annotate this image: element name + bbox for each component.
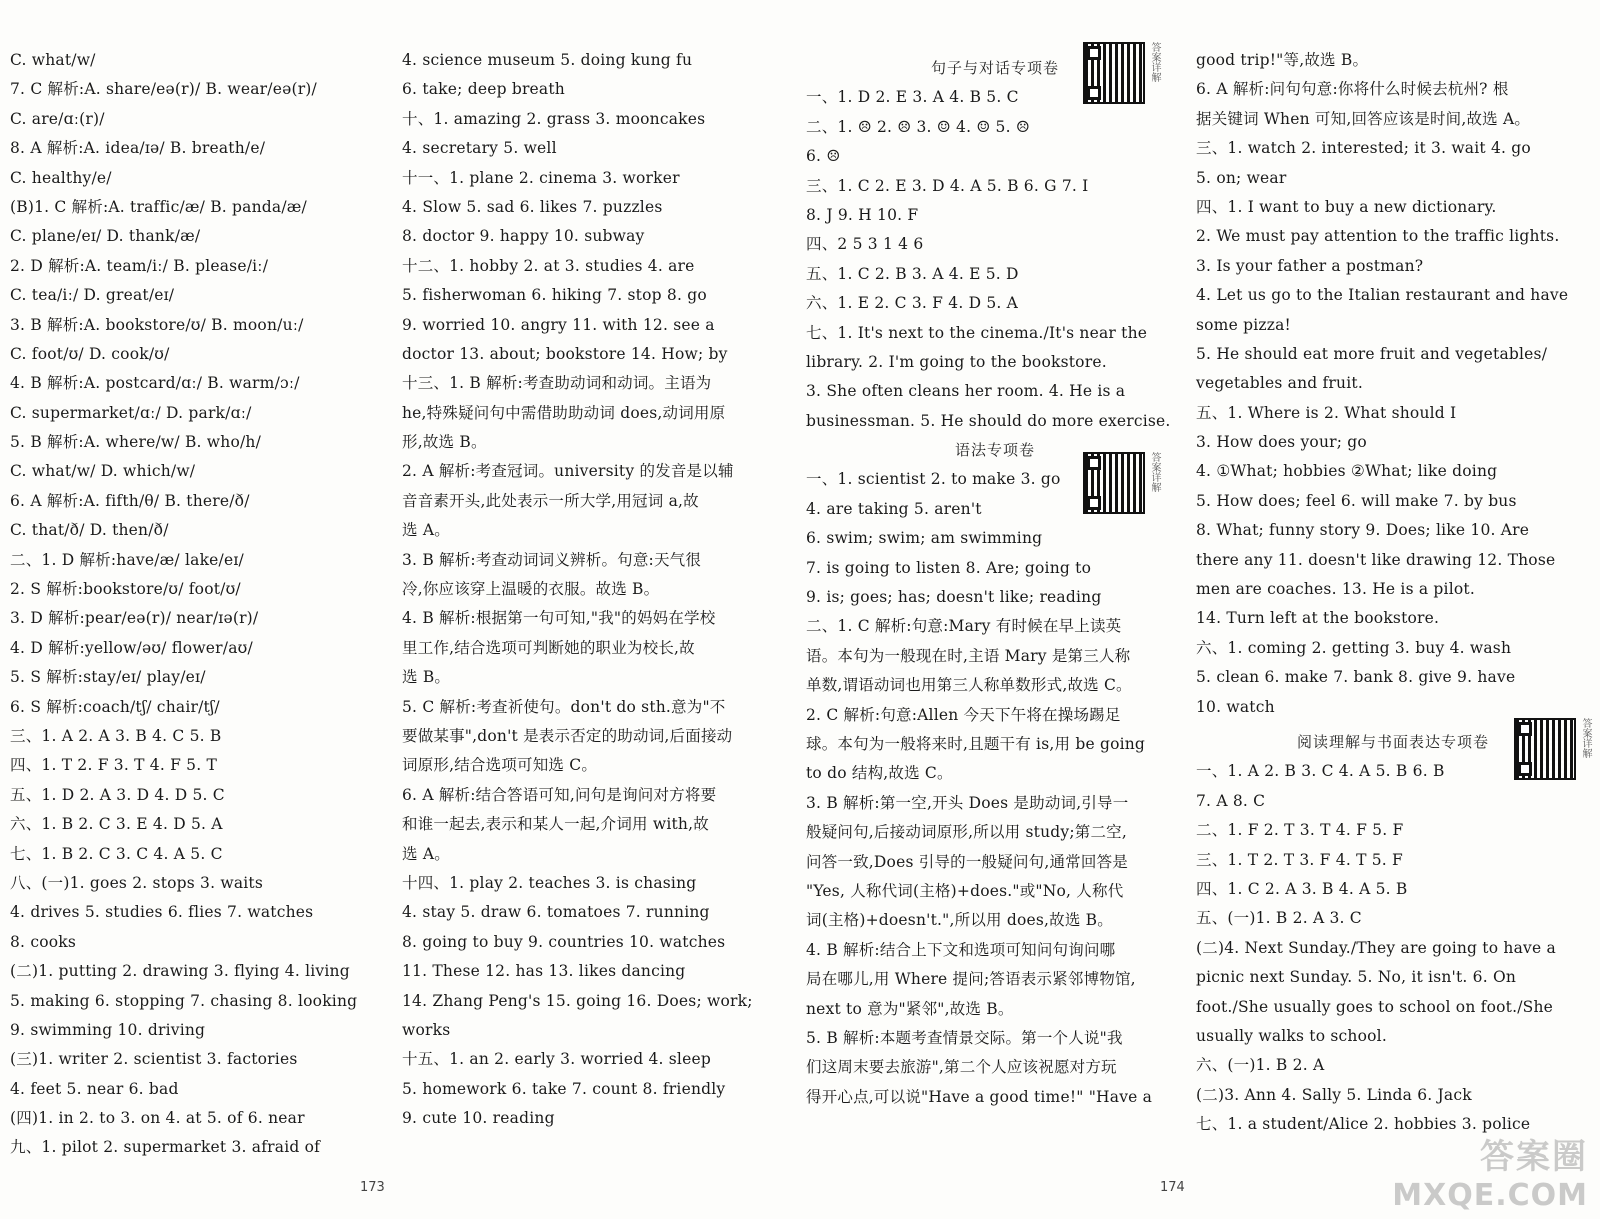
answer-line: usually walks to school. — [1196, 1026, 1387, 1045]
answer-line: 11. These 12. has 13. likes dancing — [402, 962, 686, 981]
answer-line: 9. is; goes; has; doesn't like; reading — [806, 588, 1102, 607]
qr-caption: 答案详解 — [1580, 718, 1591, 758]
answer-line: 十三、1. B 解析:考查助动词和动词。主语为 — [402, 374, 712, 393]
answer-line: library. 2. I'm going to the bookstore. — [806, 352, 1107, 371]
answer-line: (B)1. C 解析:A. traffic/æ/ B. panda/æ/ — [10, 197, 307, 216]
answer-line: 2. A 解析:考查冠词。university 的发音是以辅 — [402, 462, 734, 481]
answer-line: 5. S 解析:stay/eɪ/ play/eɪ/ — [10, 668, 206, 687]
answer-line: 三、1. C 2. E 3. D 4. A 5. B 6. G 7. I — [806, 176, 1089, 195]
answer-line: 5. on; wear — [1196, 168, 1287, 187]
answer-line: 5. making 6. stopping 7. chasing 8. looking — [10, 991, 358, 1010]
answer-line: 4. feet 5. near 6. bad — [10, 1079, 179, 1098]
answer-line: 选 A。 — [402, 521, 450, 540]
answer-line: 14. Zhang Peng's 15. going 16. Does; work; — [402, 991, 753, 1010]
section-title-grammar: 语法专项卷 — [954, 441, 1035, 460]
answer-line: 十五、1. an 2. early 3. worried 4. sleep — [402, 1050, 711, 1069]
answer-line: 3. Is your father a postman? — [1196, 256, 1424, 275]
answer-line: there any 11. doesn't like drawing 12. Those — [1196, 550, 1556, 569]
answer-line: 形,故选 B。 — [402, 433, 487, 452]
answer-line: 八、(一)1. goes 2. stops 3. waits — [10, 873, 264, 892]
watermark-text: 答案圈 — [1480, 1137, 1588, 1177]
section-title-reading-writing: 阅读理解与书面表达专项卷 — [1296, 732, 1489, 751]
answer-line: 球。本句为一般将来时,且题干有 is,用 be going — [806, 734, 1146, 753]
answer-line: 7. C 解析:A. share/eə(r)/ B. wear/eə(r)/ — [10, 80, 317, 99]
answer-line: 8. J 9. H 10. F — [806, 205, 919, 224]
answer-line: 4. B 解析:A. postcard/ɑː/ B. warm/ɔː/ — [10, 374, 300, 393]
answer-line: (二)1. putting 2. drawing 3. flying 4. living — [10, 962, 350, 981]
qr-code-icon — [1083, 452, 1145, 514]
answer-line: men are coaches. 13. He is a pilot. — [1196, 580, 1475, 599]
answer-line: 4. science museum 5. doing kung fu — [402, 51, 693, 69]
answer-line: 2. We must pay attention to the traffic lights. — [1196, 227, 1560, 246]
answer-line: C. are/ɑː(r)/ — [10, 109, 105, 128]
answer-line: 音音素开头,此处表示一所大学,用冠词 a,故 — [402, 491, 699, 510]
qr-caption: 答案详解 — [1149, 42, 1160, 82]
answer-line: 5. homework 6. take 7. count 8. friendly — [402, 1079, 726, 1098]
answer-line: 般疑问句,后接动词原形,所以用 study;第二空, — [806, 823, 1127, 842]
answer-line: 和谁一起去,表示和某人一起,介词用 with,故 — [402, 815, 709, 834]
answer-line: 3. B 解析:考查动词词义辨析。句意:天气很 — [402, 550, 702, 569]
section-title-sentences-dialogues: 句子与对话专项卷 — [930, 59, 1059, 77]
answer-line: 4. are taking 5. aren't — [806, 499, 982, 518]
answer-line: businessman. 5. He should do more exercise. — [806, 411, 1171, 430]
qr-caption: 答案详解 — [1149, 452, 1160, 492]
answer-line: (二)4. Next Sunday./They are going to have a — [1196, 938, 1556, 957]
answer-line: 3. B 解析:A. bookstore/ʊ/ B. moon/uː/ — [10, 315, 304, 334]
answer-line: 5. B 解析:A. where/w/ B. who/h/ — [10, 433, 261, 452]
answer-line: 5. How does; feel 6. will make 7. by bus — [1196, 491, 1517, 510]
answer-line: (四)1. in 2. to 3. on 4. at 5. of 6. near — [10, 1109, 305, 1128]
answer-line: to do 结构,故选 C。 — [806, 764, 953, 783]
qr-code-icon — [1083, 42, 1145, 104]
answer-line: 8. doctor 9. happy 10. subway — [402, 227, 645, 246]
answer-line: 二、1. ☹ 2. ☹ 3. ☺ 4. ☺ 5. ☹ — [806, 117, 1030, 136]
answer-line: 六、1. B 2. C 3. E 4. D 5. A — [10, 815, 223, 834]
answer-line: 三、1. watch 2. interested; it 3. wait 4. go — [1196, 139, 1531, 158]
answer-line: 4. Let us go to the Italian restaurant and have — [1196, 286, 1569, 305]
answer-line: 4. drives 5. studies 6. flies 7. watches — [10, 903, 314, 922]
answer-column-3 — [806, 46, 1184, 1112]
answer-line: 十四、1. play 2. teaches 3. is chasing — [402, 873, 697, 892]
answer-line: 三、1. A 2. A 3. B 4. C 5. B — [10, 726, 222, 745]
answer-line: 局在哪儿,用 Where 提问;答语表示紧邻博物馆, — [806, 970, 1136, 989]
answer-line: 6. ☹ — [806, 147, 841, 166]
answer-line: 一、1. A 2. B 3. C 4. A 5. B 6. B — [1196, 762, 1445, 781]
answer-line: (三)1. writer 2. scientist 3. factories — [10, 1050, 298, 1069]
answer-line: 四、1. C 2. A 3. B 4. A 5. B — [1196, 879, 1408, 898]
answer-line: (二)3. Ann 4. Sally 5. Linda 6. Jack — [1196, 1085, 1472, 1104]
answer-line: 4. B 解析:根据第一句可知,"我"的妈妈在学校 — [402, 609, 716, 628]
answer-line: he,特殊疑问句中需借助助动词 does,动词用原 — [402, 403, 726, 422]
answer-line: 2. D 解析:A. team/iː/ B. please/iː/ — [10, 256, 269, 275]
answer-line: 6. S 解析:coach/tʃ/ chair/tʃ/ — [10, 697, 220, 716]
answer-line: 10. watch — [1196, 697, 1275, 716]
answer-line: next to 意为"紧邻",故选 B。 — [806, 999, 1014, 1018]
answer-line: 们这周末要去旅游",第二个人应该祝愿对方玩 — [806, 1058, 1117, 1077]
answer-line: 9. swimming 10. driving — [10, 1020, 206, 1039]
answer-line: 5. C 解析:考查祈使句。don't do sth.意为"不 — [402, 697, 726, 716]
answer-line: 5. B 解析:本题考查情景交际。第一个人说"我 — [806, 1028, 1123, 1047]
answer-line: 6. swim; swim; am swimming — [806, 529, 1043, 548]
answer-line: 语。本句为一般现在时,主语 Mary 是第三人称 — [806, 646, 1131, 665]
answer-line: 6. A 解析:问句句意:你将什么时候去杭州? 根 — [1196, 80, 1509, 99]
answer-line: 5. He should eat more fruit and vegetables/ — [1196, 344, 1548, 363]
answer-line: doctor 13. about; bookstore 14. How; by — [402, 344, 728, 363]
page-number-left: 173 — [360, 1180, 385, 1195]
answer-line: 5. clean 6. make 7. bank 8. give 9. have — [1196, 668, 1516, 687]
answer-line: 3. She often cleans her room. 4. He is a — [806, 382, 1126, 401]
answer-line: C. what/w/ — [10, 51, 96, 69]
answer-line: 9. cute 10. reading — [402, 1109, 555, 1128]
answer-line: 四、2 5 3 1 4 6 — [806, 235, 924, 254]
answer-line: 6. take; deep breath — [402, 80, 565, 99]
answer-line: foot./She usually goes to school on foot./She — [1196, 997, 1553, 1016]
answer-line: 十二、1. hobby 2. at 3. studies 4. are — [402, 256, 695, 275]
answer-line: 冷,你应该穿上温暖的衣服。故选 B。 — [402, 580, 660, 599]
answer-line: good trip!"等,故选 B。 — [1196, 51, 1369, 69]
answer-line: vegetables and fruit. — [1196, 374, 1363, 393]
answer-line: 8. What; funny story 9. Does; like 10. Are — [1196, 521, 1530, 540]
answer-line: 4. stay 5. draw 6. tomatoes 7. running — [402, 903, 710, 922]
answer-line: C. plane/eɪ/ D. thank/æ/ — [10, 227, 201, 246]
answer-line: 8. cooks — [10, 932, 77, 951]
answer-line: 4. secretary 5. well — [402, 139, 557, 158]
answer-line: 4. ①What; hobbies ②What; like doing — [1196, 462, 1498, 481]
answer-line: "Yes, 人称代词(主格)+does."或"No, 人称代 — [806, 881, 1124, 900]
answer-line: 选 B。 — [402, 668, 451, 687]
answer-line: C. tea/iː/ D. great/eɪ/ — [10, 286, 175, 305]
answer-line: 五、(一)1. B 2. A 3. C — [1196, 909, 1362, 928]
answer-line: 五、1. Where is 2. What should I — [1196, 403, 1457, 422]
answer-line: 一、1. scientist 2. to make 3. go — [806, 470, 1061, 489]
answer-line: 4. B 解析:结合上下文和选项可知问句询问哪 — [806, 940, 1116, 959]
answer-line: 3. How does your; go — [1196, 433, 1367, 452]
answer-line: 一、1. D 2. E 3. A 4. B 5. C — [806, 88, 1019, 107]
answer-line: 三、1. T 2. T 3. F 4. T 5. F — [1196, 850, 1404, 869]
answer-line: 得开心点,可以说"Have a good time!" "Have a — [806, 1087, 1153, 1106]
answer-line: 六、1. E 2. C 3. F 4. D 5. A — [806, 294, 1019, 313]
answer-line: 七、1. It's next to the cinema./It's near the — [806, 323, 1148, 342]
answer-line: 选 A。 — [402, 844, 450, 863]
answer-line: 七、1. B 2. C 3. C 4. A 5. C — [10, 844, 223, 863]
answer-column-2 — [402, 46, 780, 1133]
watermark-url: MXQE.COM — [1392, 1178, 1588, 1213]
answer-line: 2. S 解析:bookstore/ʊ/ foot/ʊ/ — [10, 580, 241, 599]
answer-line: 4. D 解析:yellow/əʊ/ flower/aʊ/ — [10, 638, 253, 657]
answer-line: 4. Slow 5. sad 6. likes 7. puzzles — [402, 197, 663, 216]
answer-line: 十一、1. plane 2. cinema 3. worker — [402, 168, 680, 187]
answer-line: 十、1. amazing 2. grass 3. mooncakes — [402, 109, 706, 128]
answer-line: 单数,谓语动词也用第三人称单数形式,故选 C。 — [806, 676, 1132, 695]
answer-line: 五、1. D 2. A 3. D 4. D 5. C — [10, 785, 225, 804]
answer-line: 6. A 解析:结合答语可知,问句是询问对方将要 — [402, 785, 717, 804]
answer-line: 二、1. C 解析:句意:Mary 有时候在早上读英 — [806, 617, 1122, 636]
answer-line: 14. Turn left at the bookstore. — [1196, 609, 1440, 628]
answer-line: 8. A 解析:A. idea/ɪə/ B. breath/e/ — [10, 139, 266, 158]
answer-line: 五、1. C 2. B 3. A 4. E 5. D — [806, 264, 1019, 283]
answer-line: 8. going to buy 9. countries 10. watches — [402, 932, 726, 951]
answer-line: C. healthy/e/ — [10, 168, 112, 187]
answer-line: 四、1. T 2. F 3. T 4. F 5. T — [10, 756, 218, 775]
answer-line: 9. worried 10. angry 11. with 12. see a — [402, 315, 715, 334]
answer-line: 7. is going to listen 8. Are; going to — [806, 558, 1092, 577]
answer-line: 词(主格)+doesn't.",所以用 does,故选 B。 — [806, 911, 1113, 930]
answer-line: 九、1. pilot 2. supermarket 3. afraid of — [10, 1138, 321, 1157]
answer-line: 5. fisherwoman 6. hiking 7. stop 8. go — [402, 286, 707, 305]
answer-line: 6. A 解析:A. fifth/θ/ B. there/ð/ — [10, 491, 250, 510]
answer-line: C. foot/ʊ/ D. cook/ʊ/ — [10, 344, 170, 363]
answer-line: 六、1. coming 2. getting 3. buy 4. wash — [1196, 638, 1512, 657]
answer-line: works — [402, 1020, 451, 1039]
answer-line: picnic next Sunday. 5. No, it isn't. 6. On — [1196, 968, 1517, 987]
answer-column-1 — [10, 46, 390, 1163]
answer-line: 7. A 8. C — [1196, 791, 1266, 810]
answer-line: C. that/ð/ D. then/ð/ — [10, 521, 169, 540]
answer-line: 2. C 解析:句意:Allen 今天下午将在操场踢足 — [806, 705, 1121, 724]
answer-line: 二、1. D 解析:have/æ/ lake/eɪ/ — [10, 550, 244, 569]
answer-line: 六、(一)1. B 2. A — [1196, 1056, 1325, 1075]
answer-line: C. what/w/ D. which/w/ — [10, 462, 196, 481]
answer-line: 七、1. a student/Alice 2. hobbies 3. police — [1196, 1115, 1531, 1134]
answer-line: C. supermarket/ɑː/ D. park/ɑː/ — [10, 403, 252, 422]
answer-line: 二、1. F 2. T 3. T 4. F 5. F — [1196, 821, 1404, 840]
answer-line: 词原形,结合选项可知选 C。 — [402, 756, 598, 775]
answer-line: 据关键词 When 可知,回答应该是时间,故选 A。 — [1196, 109, 1531, 128]
answer-line: 里工作,结合选项可判断她的职业为校长,故 — [402, 638, 695, 657]
watermark-logo — [1392, 1129, 1588, 1213]
page-number-right: 174 — [1160, 1180, 1185, 1195]
answer-line: 问答一致,Does 引导的一般疑问句,通常回答是 — [806, 852, 1128, 871]
answer-line: 3. D 解析:pear/eə(r)/ near/ɪə(r)/ — [10, 609, 259, 628]
answer-line: 要做某事",don't 是表示否定的助动词,后面接动 — [402, 726, 733, 745]
qr-code-icon — [1514, 718, 1576, 780]
answer-line: some pizza! — [1196, 315, 1291, 334]
answer-line: 四、1. I want to buy a new dictionary. — [1196, 197, 1497, 216]
answer-line: 3. B 解析:第一空,开头 Does 是助动词,引导一 — [806, 793, 1129, 812]
answer-column-4 — [1196, 46, 1590, 1139]
